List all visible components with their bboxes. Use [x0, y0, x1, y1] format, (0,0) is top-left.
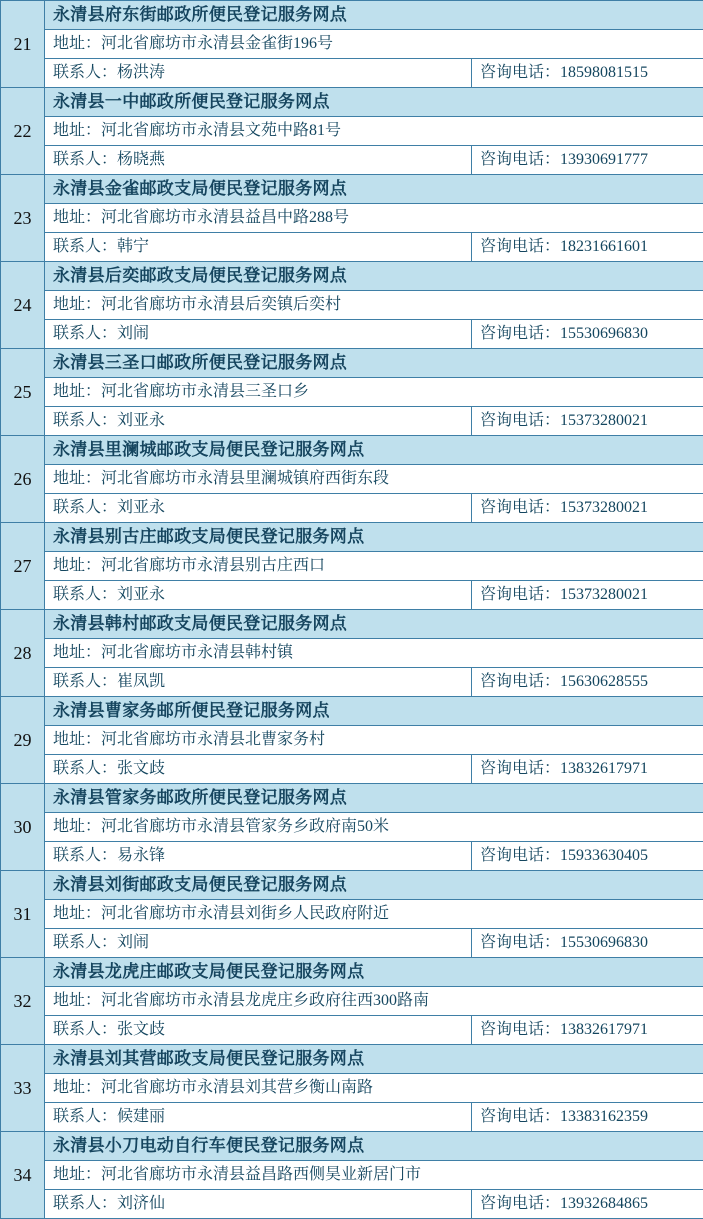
contact-cell: [45, 842, 472, 871]
phone-cell: [472, 842, 703, 871]
service-point-name: 永清县龙虎庄邮政支局便民登记服务网点: [45, 958, 703, 986]
table-row: [1, 494, 703, 523]
service-point-name-cell: [45, 958, 703, 987]
phone-text: [472, 494, 703, 522]
address-label: 地址：: [53, 557, 101, 574]
address-text: [45, 639, 703, 667]
table-row: [1, 175, 703, 204]
table-row: [1, 59, 703, 88]
table-row: [1, 929, 703, 958]
table-row: [1, 146, 703, 175]
service-point-name-cell: [45, 871, 703, 900]
contact-cell: [45, 233, 472, 262]
table-row: [1, 378, 703, 407]
contact-cell: [45, 755, 472, 784]
table-row: [1, 349, 703, 378]
address-label: 地址：: [53, 905, 101, 922]
table-row: [1, 987, 703, 1016]
phone-label: 咨询电话：: [480, 1021, 560, 1038]
table-row: [1, 1045, 703, 1074]
row-index: 24: [1, 262, 45, 349]
phone-label: 咨询电话：: [480, 64, 560, 81]
address-label: 地址：: [53, 992, 101, 1009]
phone-value: 15530696830: [560, 325, 648, 342]
phone-text: [472, 1016, 703, 1044]
address-value: 河北省廊坊市永清县益昌中路288号: [101, 209, 349, 226]
contact-value: 崔凤凯: [117, 673, 165, 690]
service-point-name: 永清县刘街邮政支局便民登记服务网点: [45, 871, 703, 899]
table-row: [1, 1016, 703, 1045]
address-label: 地址：: [53, 1079, 101, 1096]
table-row: [1, 813, 703, 842]
table-row: [1, 291, 703, 320]
phone-cell: [472, 668, 703, 697]
service-point-name: 永清县曹家务邮所便民登记服务网点: [45, 697, 703, 725]
phone-label: 咨询电话：: [480, 412, 560, 429]
row-index: 34: [1, 1132, 45, 1219]
address-label: 地址：: [53, 644, 101, 661]
table-row: [1, 639, 703, 668]
phone-label: 咨询电话：: [480, 151, 560, 168]
row-index: 25: [1, 349, 45, 436]
phone-text: [472, 755, 703, 783]
phone-text: [472, 581, 703, 609]
contact-cell: [45, 1190, 472, 1219]
phone-label: 咨询电话：: [480, 1108, 560, 1125]
address-label: 地址：: [53, 209, 101, 226]
contact-text: [45, 320, 471, 348]
address-value: 河北省廊坊市永清县管家务乡政府南50米: [101, 818, 389, 835]
phone-value: 15373280021: [560, 499, 648, 516]
phone-value: 13832617971: [560, 760, 648, 777]
phone-text: [472, 146, 703, 174]
contact-value: 刘闹: [117, 934, 149, 951]
service-point-name-cell: [45, 784, 703, 813]
table-row: [1, 465, 703, 494]
contact-text: [45, 842, 471, 870]
address-value: 河北省廊坊市永清县三圣口乡: [101, 383, 309, 400]
table-row: [1, 958, 703, 987]
contact-value: 刘济仙: [117, 1195, 165, 1212]
contact-label: 联系人：: [53, 412, 117, 429]
address-text: [45, 378, 703, 406]
table-row: [1, 610, 703, 639]
address-label: 地址：: [53, 470, 101, 487]
address-cell: [45, 30, 703, 59]
contact-cell: [45, 1016, 472, 1045]
phone-text: [472, 668, 703, 696]
contact-text: [45, 59, 471, 87]
address-value: 河北省廊坊市永清县文苑中路81号: [101, 122, 341, 139]
address-label: 地址：: [53, 1166, 101, 1183]
table-row: [1, 1074, 703, 1103]
address-cell: [45, 813, 703, 842]
service-point-name: 永清县管家务邮政所便民登记服务网点: [45, 784, 703, 812]
address-label: 地址：: [53, 731, 101, 748]
table-row: [1, 262, 703, 291]
service-point-name: 永清县金雀邮政支局便民登记服务网点: [45, 175, 703, 203]
contact-cell: [45, 59, 472, 88]
phone-label: 咨询电话：: [480, 847, 560, 864]
phone-label: 咨询电话：: [480, 499, 560, 516]
contact-cell: [45, 494, 472, 523]
row-index: 21: [1, 1, 45, 88]
contact-text: [45, 668, 471, 696]
table-row: [1, 407, 703, 436]
address-label: 地址：: [53, 818, 101, 835]
contact-label: 联系人：: [53, 1021, 117, 1038]
address-cell: [45, 204, 703, 233]
service-point-name-cell: [45, 349, 703, 378]
row-index: 30: [1, 784, 45, 871]
row-index: 33: [1, 1045, 45, 1132]
contact-label: 联系人：: [53, 1195, 117, 1212]
phone-cell: [472, 581, 703, 610]
address-cell: [45, 465, 703, 494]
table-row: [1, 523, 703, 552]
phone-text: [472, 407, 703, 435]
table-row: [1, 726, 703, 755]
phone-label: 咨询电话：: [480, 325, 560, 342]
row-index: 22: [1, 88, 45, 175]
table-row: [1, 1132, 703, 1161]
address-text: [45, 1074, 703, 1102]
contact-label: 联系人：: [53, 64, 117, 81]
phone-cell: [472, 1190, 703, 1219]
phone-label: 咨询电话：: [480, 238, 560, 255]
phone-value: 13932684865: [560, 1195, 648, 1212]
phone-cell: [472, 929, 703, 958]
phone-text: [472, 1103, 703, 1131]
service-point-name-cell: [45, 436, 703, 465]
phone-text: [472, 1190, 703, 1218]
address-text: [45, 465, 703, 493]
phone-cell: [472, 407, 703, 436]
address-cell: [45, 291, 703, 320]
phone-cell: [472, 59, 703, 88]
phone-cell: [472, 320, 703, 349]
table-row: [1, 668, 703, 697]
service-point-name: 永清县小刀电动自行车便民登记服务网点: [45, 1132, 703, 1160]
contact-text: [45, 233, 471, 261]
contact-label: 联系人：: [53, 325, 117, 342]
address-cell: [45, 552, 703, 581]
phone-label: 咨询电话：: [480, 1195, 560, 1212]
address-text: [45, 900, 703, 928]
table-row: [1, 552, 703, 581]
contact-value: 候建丽: [117, 1108, 165, 1125]
table-row: [1, 1, 703, 30]
phone-cell: [472, 146, 703, 175]
service-point-name: 永清县别古庄邮政支局便民登记服务网点: [45, 523, 703, 551]
table-row: [1, 1103, 703, 1132]
contact-cell: [45, 1103, 472, 1132]
address-label: 地址：: [53, 122, 101, 139]
address-text: [45, 291, 703, 319]
contact-value: 刘亚永: [117, 586, 165, 603]
service-point-name: 永清县一中邮政所便民登记服务网点: [45, 88, 703, 116]
service-point-name-cell: [45, 697, 703, 726]
contact-cell: [45, 929, 472, 958]
address-cell: [45, 987, 703, 1016]
phone-value: 18231661601: [560, 238, 648, 255]
phone-label: 咨询电话：: [480, 586, 560, 603]
phone-value: 15630628555: [560, 673, 648, 690]
phone-text: [472, 233, 703, 261]
table-row: [1, 1190, 703, 1219]
contact-label: 联系人：: [53, 934, 117, 951]
phone-value: 15373280021: [560, 412, 648, 429]
service-point-name-cell: [45, 1, 703, 30]
phone-text: [472, 929, 703, 957]
phone-cell: [472, 1103, 703, 1132]
phone-text: [472, 842, 703, 870]
service-point-name-cell: [45, 1132, 703, 1161]
table-row: [1, 436, 703, 465]
phone-label: 咨询电话：: [480, 934, 560, 951]
contact-value: 刘闹: [117, 325, 149, 342]
table-row: [1, 900, 703, 929]
service-point-name-cell: [45, 175, 703, 204]
contact-value: 刘亚永: [117, 499, 165, 516]
address-text: [45, 30, 703, 58]
phone-cell: [472, 755, 703, 784]
address-cell: [45, 1074, 703, 1103]
service-point-name: 永清县三圣口邮政所便民登记服务网点: [45, 349, 703, 377]
address-value: 河北省廊坊市永清县益昌路西侧昊业新居门市: [101, 1166, 421, 1183]
phone-value: 18598081515: [560, 64, 648, 81]
contact-value: 张文歧: [117, 1021, 165, 1038]
row-index: 32: [1, 958, 45, 1045]
address-text: [45, 726, 703, 754]
table-row: [1, 117, 703, 146]
address-label: 地址：: [53, 383, 101, 400]
contact-label: 联系人：: [53, 673, 117, 690]
contact-cell: [45, 668, 472, 697]
row-index: 26: [1, 436, 45, 523]
table-row: [1, 320, 703, 349]
phone-value: 13383162359: [560, 1108, 648, 1125]
address-label: 地址：: [53, 296, 101, 313]
service-point-name: 永清县里澜城邮政支局便民登记服务网点: [45, 436, 703, 464]
contact-value: 韩宁: [117, 238, 149, 255]
contact-label: 联系人：: [53, 238, 117, 255]
address-text: [45, 552, 703, 580]
address-text: [45, 813, 703, 841]
contact-value: 杨晓燕: [117, 151, 165, 168]
address-value: 河北省廊坊市永清县后奕镇后奕村: [101, 296, 341, 313]
phone-value: 15933630405: [560, 847, 648, 864]
table-row: [1, 755, 703, 784]
phone-label: 咨询电话：: [480, 673, 560, 690]
address-value: 河北省廊坊市永清县韩村镇: [101, 644, 293, 661]
address-value: 河北省廊坊市永清县北曹家务村: [101, 731, 325, 748]
contact-label: 联系人：: [53, 151, 117, 168]
contact-label: 联系人：: [53, 847, 117, 864]
phone-label: 咨询电话：: [480, 760, 560, 777]
contact-text: [45, 494, 471, 522]
address-label: 地址：: [53, 35, 101, 52]
table-row: [1, 1161, 703, 1190]
service-point-name: 永清县后奕邮政支局便民登记服务网点: [45, 262, 703, 290]
address-cell: [45, 726, 703, 755]
contact-label: 联系人：: [53, 586, 117, 603]
contact-text: [45, 755, 471, 783]
contact-text: [45, 1103, 471, 1131]
phone-cell: [472, 494, 703, 523]
table-row: [1, 842, 703, 871]
phone-cell: [472, 1016, 703, 1045]
phone-value: 15373280021: [560, 586, 648, 603]
address-value: 河北省廊坊市永清县刘其营乡衡山南路: [101, 1079, 373, 1096]
service-point-name-cell: [45, 262, 703, 291]
phone-value: 15530696830: [560, 934, 648, 951]
contact-value: 易永锋: [117, 847, 165, 864]
address-cell: [45, 117, 703, 146]
row-index: 28: [1, 610, 45, 697]
address-text: [45, 204, 703, 232]
service-point-name-cell: [45, 88, 703, 117]
table-row: [1, 204, 703, 233]
address-value: 河北省廊坊市永清县里澜城镇府西街东段: [101, 470, 389, 487]
address-value: 河北省廊坊市永清县龙虎庄乡政府往西300路南: [101, 992, 429, 1009]
contact-value: 刘亚永: [117, 412, 165, 429]
contact-cell: [45, 581, 472, 610]
table-row: [1, 233, 703, 262]
contact-text: [45, 1016, 471, 1044]
contact-text: [45, 581, 471, 609]
phone-text: [472, 59, 703, 87]
table-row: [1, 784, 703, 813]
address-text: [45, 987, 703, 1015]
phone-value: 13832617971: [560, 1021, 648, 1038]
service-point-name-cell: [45, 610, 703, 639]
phone-text: [472, 320, 703, 348]
address-value: 河北省廊坊市永清县别古庄西口: [101, 557, 325, 574]
contact-cell: [45, 320, 472, 349]
table-row: [1, 30, 703, 59]
address-cell: [45, 639, 703, 668]
contact-value: 张文歧: [117, 760, 165, 777]
phone-value: 13930691777: [560, 151, 648, 168]
row-index: 27: [1, 523, 45, 610]
row-index: 29: [1, 697, 45, 784]
service-point-name-cell: [45, 523, 703, 552]
table-row: [1, 697, 703, 726]
service-point-name: 永清县府东街邮政所便民登记服务网点: [45, 1, 703, 29]
table-row: [1, 88, 703, 117]
contact-value: 杨洪涛: [117, 64, 165, 81]
contact-label: 联系人：: [53, 760, 117, 777]
address-text: [45, 117, 703, 145]
address-cell: [45, 378, 703, 407]
service-point-name-cell: [45, 1045, 703, 1074]
contact-text: [45, 407, 471, 435]
contact-label: 联系人：: [53, 1108, 117, 1125]
address-value: 河北省廊坊市永清县刘街乡人民政府附近: [101, 905, 389, 922]
address-value: 河北省廊坊市永清县金雀街196号: [101, 35, 333, 52]
contact-text: [45, 1190, 471, 1218]
phone-cell: [472, 233, 703, 262]
row-index: 23: [1, 175, 45, 262]
contact-text: [45, 146, 471, 174]
table-body: [1, 1, 703, 1219]
row-index: 31: [1, 871, 45, 958]
contact-text: [45, 929, 471, 957]
contact-cell: [45, 407, 472, 436]
contact-label: 联系人：: [53, 499, 117, 516]
table-row: [1, 581, 703, 610]
service-point-name: 永清县韩村邮政支局便民登记服务网点: [45, 610, 703, 638]
address-cell: [45, 1161, 703, 1190]
address-cell: [45, 900, 703, 929]
service-point-name: 永清县刘其营邮政支局便民登记服务网点: [45, 1045, 703, 1073]
table-row: [1, 871, 703, 900]
contact-cell: [45, 146, 472, 175]
address-text: [45, 1161, 703, 1189]
